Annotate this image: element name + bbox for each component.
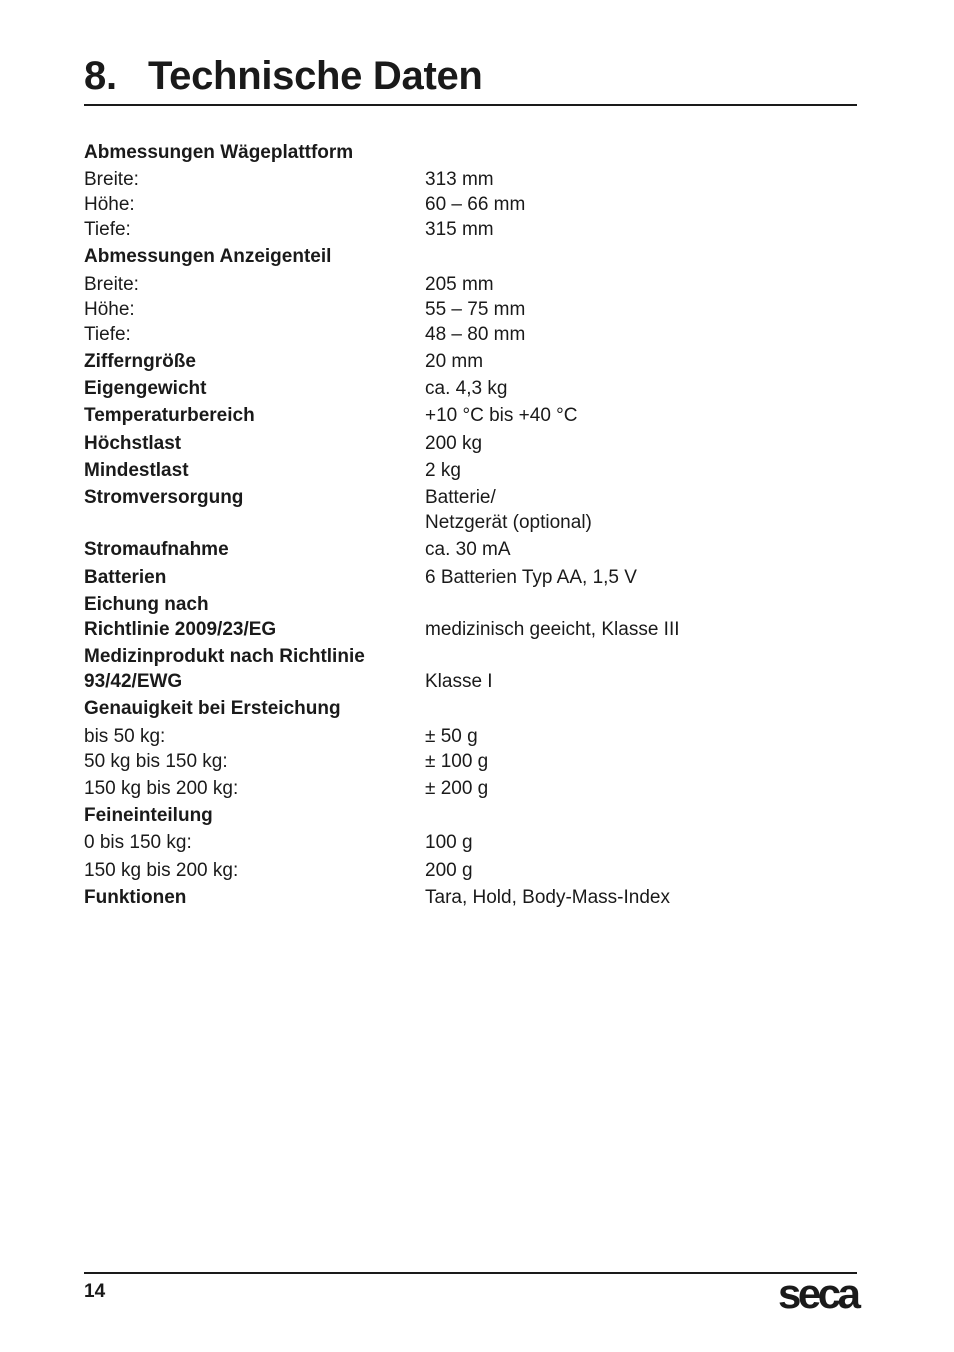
spec-value: ± 100 g [425,751,489,772]
spec-value: ± 50 g [425,726,478,747]
spec-label: Tiefe: [84,219,131,240]
page-number: 14 [84,1281,106,1302]
spec-value: 205 mm [425,274,494,295]
spec-label: Zifferngröße [84,351,196,372]
spec-label: Feineinteilung [84,805,213,826]
spec-label: Höchstlast [84,433,182,454]
spec-value: ca. 4,3 kg [425,378,508,399]
header-rule [84,104,857,106]
spec-label: 150 kg bis 200 kg: [84,860,239,881]
spec-value: 20 mm [425,351,484,372]
footer-rule [84,1272,857,1274]
spec-value: 2 kg [425,460,461,481]
spec-label: Höhe: [84,299,135,320]
spec-label: Mindestlast [84,460,189,481]
spec-label: Richtlinie 2009/23/EG [84,619,277,640]
spec-label: Funktionen [84,887,187,908]
section-number: 8. [84,54,117,98]
spec-value: 6 Batterien Typ AA, 1,5 V [425,567,637,588]
page-title [84,52,483,100]
spec-value: ± 200 g [425,778,489,799]
spec-value: 315 mm [425,219,494,240]
spec-label: Stromaufnahme [84,539,229,560]
spec-label: 93/42/EWG [84,671,183,692]
spec-label: Eigengewicht [84,378,207,399]
spec-value: +10 °C bis +40 °C [425,405,578,426]
spec-label: Tiefe: [84,324,131,345]
spec-value: Netzgerät (optional) [425,512,592,533]
spec-value: Tara, Hold, Body-Mass-Index [425,887,670,908]
spec-label: Genauigkeit bei Ersteichung [84,698,341,719]
seca-logo: seca [778,1270,858,1317]
spec-label: 150 kg bis 200 kg: [84,778,239,799]
spec-label: bis 50 kg: [84,726,166,747]
spec-value: 200 kg [425,433,483,454]
spec-label: Medizinprodukt nach Richtlinie [84,646,365,667]
spec-value: 60 – 66 mm [425,194,526,215]
spec-value: Batterie/ [425,487,496,508]
spec-value: 200 g [425,860,473,881]
spec-value: 55 – 75 mm [425,299,526,320]
spec-label: Abmessungen Anzeigenteil [84,246,332,267]
spec-label: Eichung nach [84,594,209,615]
spec-value: 48 – 80 mm [425,324,526,345]
spec-label: Breite: [84,274,139,295]
spec-value: medizinisch geeicht, Klasse III [425,619,680,640]
spec-value: 100 g [425,832,473,853]
spec-label: Temperaturbereich [84,405,255,426]
spec-label: Breite: [84,169,139,190]
spec-value: Klasse I [425,671,493,692]
spec-label: 0 bis 150 kg: [84,832,192,853]
spec-label: Abmessungen Wägeplattform [84,142,354,163]
spec-label: Höhe: [84,194,135,215]
spec-label: Batterien [84,567,167,588]
spec-value: ca. 30 mA [425,539,511,560]
section-title: Technische Daten [148,54,483,98]
spec-label: Stromversorgung [84,487,244,508]
spec-label: 50 kg bis 150 kg: [84,751,228,772]
spec-value: 313 mm [425,169,494,190]
